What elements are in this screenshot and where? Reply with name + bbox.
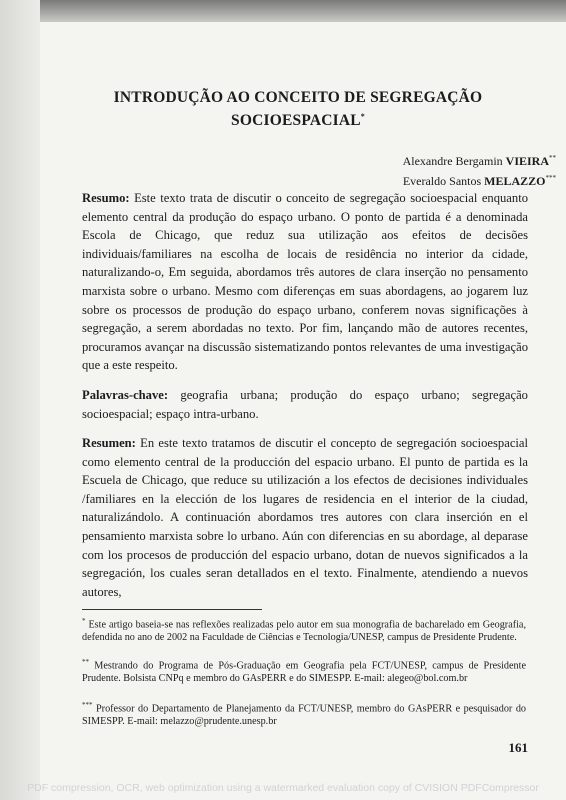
- footnote-1: * Este artigo baseia-se nas reflexões realizadas pelo autor em sua monografia de bacharelado em Geografia, defendida no ano de 2002 na Faculdade de Ciências e Tecnologia/UNESP, campus de Presidente Prudente.: [82, 617, 527, 643]
- keywords-text: geografia urbana; produção do espaço urbano; segregação socioespacial; espaço intra-urbano.: [82, 388, 528, 421]
- author-2: Everaldo Santos MELAZZO***: [402, 174, 556, 188]
- resumen-text: En este texto tratamos de discutir el concepto de segregación socioespacial como elemento central de la producción del espacio urbano. El punto de partida es la Escuela de Chicago, que reduce su utilización a los efectos de decisiones individuales /familiares en la elección de los lugares de residencia en el interior de la ciudad, naturalizándolo. A continuación abordamos tres autores con clara inserción en el pensamiento marxista sobre lo urbano. Aún con diferencias en su abordage, al deparase com los procesos de producción del espacio urbano, dotan de nuevos significados a la segregación, los cuales seran detallados en el texto. Finalmente, atendiendo a nuevos autores,: [82, 436, 528, 599]
- keywords: [82, 386, 528, 423]
- abstract-text: Este texto trata de discutir o conceito de segregação socioespacial enquanto elemento central da produção do espaço urbano. O ponto de partida é a denominada Escola de Chicago, que reduz sua utilização aos efeitos de decisões individuais/familiares na escolha de locais de residência no interior da cidade, naturalizando-o, Em seguida, abordamos três autores de clara inserção no pensamento marxista sobre o urbano. Mesmo com diferenças em suas abordagens, ao jogarem luz sobre os processos de produção do espaço urbano, conferem novas significações à segregação, a serem abordadas no texto. Por fim, lançando mão de autores recentes, procuramos avançar na discussão sistematizando pontos relevantes de uma investigação que a este respeito.: [82, 191, 528, 373]
- footnote-divider: [82, 609, 262, 610]
- title-line-2: SOCIOESPACIAL: [231, 112, 361, 130]
- abstract-portuguese: [82, 189, 528, 375]
- author-1: Alexandre Bergamin VIEIRA**: [402, 154, 556, 168]
- watermark-text: PDF compression, OCR, web optimization using a watermarked evaluation copy of CVISION PDFCompressor: [27, 782, 539, 794]
- footnote-3: *** Professor do Departamento de Planejamento da FCT/UNESP, membro do GAsPERR e pesquisador do SIMESPP. E-mail: melazzo@prudente.unesp.br: [82, 701, 527, 727]
- scan-shadow-top: [0, 0, 566, 22]
- scan-margin-left: [0, 0, 40, 800]
- abstract-label: Resumo:: [82, 191, 130, 205]
- title-line-1: INTRODUÇÃO AO CONCEITO DE SEGREGAÇÃO: [113, 89, 483, 106]
- page-number: 161: [508, 740, 528, 755]
- abstract-spanish: [82, 434, 528, 601]
- footnote-2: ** Mestrando do Programa de Pós-Graduação em Geografia pela FCT/UNESP, campus de Presidente Prudente. Bolsista CNPq e membro do GAsPERR e do SIMESPP. E-mail: alegeo@bol.com.br: [82, 658, 526, 684]
- article-title: [70, 88, 526, 130]
- author-list: [403, 150, 556, 190]
- title-footnote-mark: *: [360, 112, 365, 121]
- keywords-label: Palavras-chave:: [82, 388, 169, 402]
- resumen-label: Resumen:: [82, 436, 136, 450]
